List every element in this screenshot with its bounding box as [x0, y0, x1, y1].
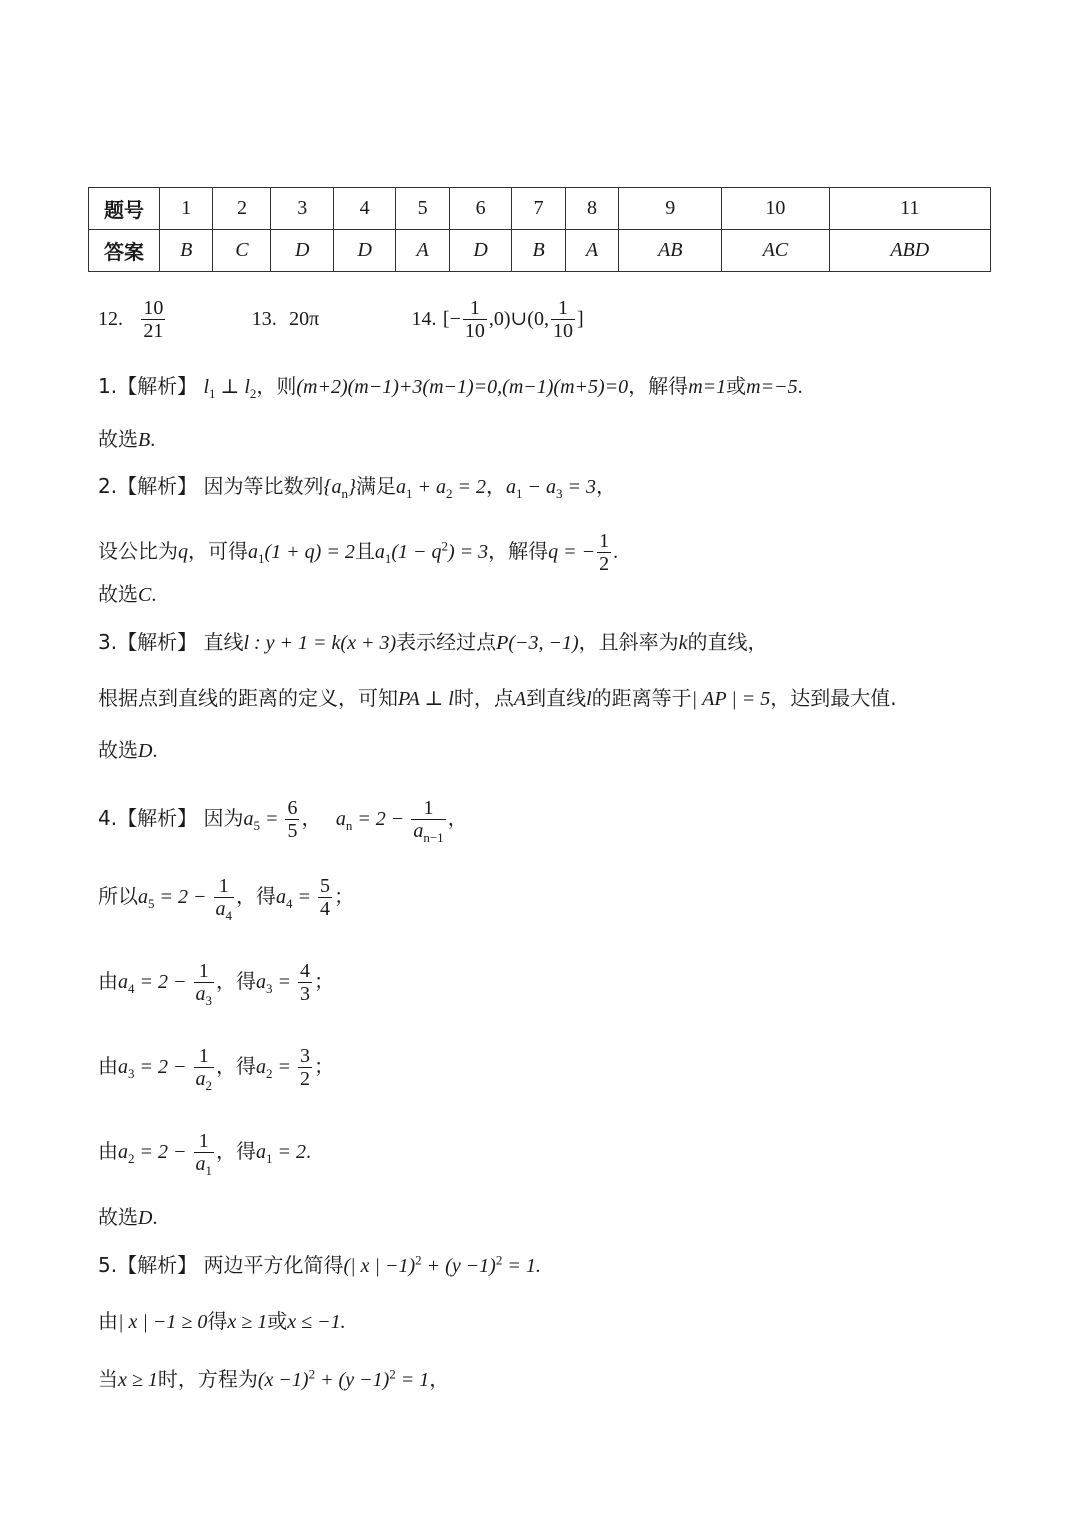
q14-fraction-1: $\frac{1}{10}$ — [464, 297, 485, 342]
text: . — [152, 740, 158, 762]
solution-1-choice — [98, 429, 155, 450]
solution-4-line-4 — [98, 1045, 334, 1093]
q14-label: 14. — [411, 308, 437, 330]
solution-4-line-5 — [98, 1130, 311, 1178]
text: . — [152, 1207, 158, 1229]
table-cell: 6 — [449, 188, 511, 230]
variable: l — [586, 688, 592, 710]
text: ； — [314, 969, 334, 993]
text: . — [151, 584, 157, 606]
table-cell: 9 — [619, 188, 722, 230]
solution-1-heading: 1.【解析】 — [98, 374, 198, 398]
equation: $a_n = 2$ − — [335, 808, 410, 833]
text: . — [613, 541, 619, 563]
choice-letter: D — [138, 740, 153, 762]
text: ， — [595, 474, 616, 498]
equation: PA ⊥ l — [398, 688, 454, 710]
text: 设公比为 — [98, 539, 178, 563]
text: ， — [447, 806, 468, 830]
text: ，可得 — [188, 539, 248, 563]
equation: $a_3$ = — [256, 971, 296, 996]
text: 故选 — [98, 1205, 138, 1229]
text: . — [150, 429, 156, 451]
text: 由 — [98, 969, 118, 993]
equation: x ≥ 1 — [118, 1369, 158, 1391]
table-cell: 2 — [213, 188, 271, 230]
solution-3-line-2 — [98, 688, 897, 709]
fraction: $\frac{1}{a_{n-1}}$ — [413, 797, 444, 845]
text: 或 — [267, 1309, 288, 1333]
equation: q = − — [548, 541, 596, 563]
choice-letter: B — [138, 429, 151, 451]
text: 到直线 — [526, 686, 587, 710]
equation: $a_5$ = — [243, 808, 284, 833]
fraction: $\frac{1}{a_3}$ — [195, 960, 212, 1008]
table-cell: 11 — [829, 188, 990, 230]
solution-5-line-3 — [98, 1366, 450, 1391]
equation: $a_1 - a_3 = 3$ — [505, 476, 596, 501]
equation: | AP | = 5 — [691, 688, 771, 710]
text: 的距离等于 — [591, 686, 692, 710]
result: m=1 — [688, 376, 727, 398]
solution-5-line-1 — [98, 1252, 541, 1277]
text: 得 — [207, 1309, 228, 1333]
equation: l : y + 1 = k(x + 3) — [243, 632, 397, 654]
table-cell: 3 — [271, 188, 333, 230]
fraction: $\frac{5}{4}$ — [320, 875, 330, 920]
fraction: $\frac{1}{a_1}$ — [195, 1130, 212, 1178]
equation: $a_2 = 2$ − — [118, 1141, 192, 1166]
table-cell: AC — [722, 230, 829, 272]
table-cell: 8 — [565, 188, 618, 230]
text: 或 — [726, 374, 747, 398]
table-cell: D — [333, 230, 395, 272]
equation: $a_1 = 2$ — [256, 1141, 306, 1166]
text: ，得 — [216, 1139, 256, 1163]
text: 故选 — [98, 427, 138, 451]
table-header-answer: 答案 — [89, 230, 160, 272]
text: 因为等比数列 — [203, 474, 324, 498]
text: ； — [314, 1054, 334, 1078]
equation: x ≤ −1. — [287, 1311, 346, 1333]
table-cell: 5 — [396, 188, 449, 230]
text: ，则 — [256, 374, 297, 398]
equation: $a_4 = 2$ − — [118, 971, 192, 996]
text: . — [306, 1141, 311, 1163]
equation: | x | −1 ≥ 0 — [118, 1311, 208, 1333]
text: 根据点到直线的距离的定义，可知 — [98, 686, 398, 710]
table-cell: B — [512, 230, 565, 272]
solution-1-line-1 — [98, 374, 803, 401]
table-cell: A — [565, 230, 618, 272]
solution-4-line-2 — [98, 875, 354, 923]
table-cell: 1 — [160, 188, 213, 230]
q14-part: ,0)∪(0, — [488, 308, 549, 330]
perp-statement: $l_1$ ⊥ $l_2$ — [203, 376, 257, 401]
answer-table — [88, 187, 991, 272]
fraction: $\frac{6}{5}$ — [287, 797, 298, 842]
table-cell: 10 — [722, 188, 829, 230]
table-header-number: 题号 — [89, 188, 160, 230]
equation: $a_3 = 2$ − — [118, 1056, 192, 1081]
solution-2-line-1 — [98, 474, 616, 501]
choice-letter: D — [138, 1207, 153, 1229]
q13-value: 20π — [289, 308, 320, 330]
equation: $a_1 + a_2 = 2$ — [395, 476, 486, 501]
text: . — [797, 376, 803, 398]
equation: $(x -1)^2 + (y -1)^2 = 1$ — [257, 1366, 430, 1391]
fraction: $\frac{4}{3}$ — [300, 960, 310, 1005]
table-cell: D — [271, 230, 333, 272]
text: 且 — [354, 539, 375, 563]
text: ，得 — [236, 884, 276, 908]
text: 的直线， — [687, 630, 768, 654]
text: ，且斜率为 — [578, 630, 679, 654]
text: ， — [485, 474, 506, 498]
text: 由 — [98, 1054, 118, 1078]
choice-letter: C — [138, 584, 152, 606]
q14-part: ] — [576, 308, 584, 330]
table-row-numbers — [89, 188, 991, 230]
table-cell: ABD — [829, 230, 990, 272]
solution-3-choice — [98, 740, 157, 761]
solution-5-heading: 5.【解析】 — [98, 1253, 198, 1277]
solution-2-choice — [98, 584, 156, 605]
text: 表示经过点 — [396, 630, 497, 654]
text: 两边平方化简得 — [203, 1253, 344, 1277]
text: 故选 — [98, 582, 138, 606]
text: ， — [301, 806, 322, 830]
text: 满足 — [355, 474, 396, 498]
equation: $a_1(1 - q^2) = 3$ — [374, 538, 489, 566]
text: ，得 — [216, 1054, 256, 1078]
equation: $a_1(1 + q) = 2$ — [248, 541, 355, 566]
solution-4-line-3 — [98, 960, 334, 1008]
text: ， — [429, 1367, 450, 1391]
solution-4-choice — [98, 1207, 157, 1228]
equation: (m+2)(m−1)+3(m−1)=0,(m−1)(m+5)=0 — [296, 376, 629, 398]
text: ，达到最大值. — [770, 686, 897, 710]
solution-5-line-2 — [98, 1311, 346, 1332]
table-cell: D — [449, 230, 511, 272]
fraction: $\frac{3}{2}$ — [300, 1045, 310, 1090]
text: 因为 — [203, 806, 244, 830]
text: ； — [334, 884, 354, 908]
sequence: $\{a_n\}$ — [323, 476, 356, 501]
solution-2-line-2 — [98, 530, 618, 575]
text: 故选 — [98, 738, 138, 762]
table-cell: 4 — [333, 188, 395, 230]
q14-part: [− — [442, 308, 461, 330]
equation: (| x | $-1)^2 + (y -1)^2 = 1$. — [343, 1252, 541, 1277]
variable: A — [513, 688, 527, 710]
text: 所以 — [98, 884, 138, 908]
point: P(−3, −1) — [496, 632, 579, 654]
table-cell: C — [213, 230, 271, 272]
equation: x ≥ 1 — [227, 1311, 268, 1333]
solution-4-heading: 4.【解析】 — [98, 806, 198, 830]
fill-answers-line — [98, 297, 584, 342]
fraction: $\frac{1}{a_2}$ — [195, 1045, 212, 1093]
table-cell: A — [396, 230, 449, 272]
text: 当 — [98, 1367, 118, 1391]
text: 由 — [98, 1139, 118, 1163]
text: 直线 — [203, 630, 244, 654]
table-cell: B — [160, 230, 213, 272]
equation: $a_2$ = — [256, 1056, 296, 1081]
variable: k — [678, 632, 688, 654]
text: ，得 — [216, 969, 256, 993]
table-cell: AB — [619, 230, 722, 272]
result: m=−5 — [746, 376, 798, 398]
variable: q — [178, 541, 188, 563]
text: 时，点 — [453, 686, 514, 710]
q12-label: 12. — [98, 308, 123, 330]
solution-3-line-1 — [98, 632, 768, 653]
text: 由 — [98, 1309, 118, 1333]
solution-2-heading: 2.【解析】 — [98, 474, 198, 498]
solution-4-line-1 — [98, 797, 468, 845]
q14-fraction-2: $\frac{1}{10}$ — [552, 297, 573, 342]
text: ，解得 — [628, 374, 689, 398]
equation: $a_4$ = — [276, 886, 316, 911]
solution-3-heading: 3.【解析】 — [98, 630, 198, 654]
q12-fraction: $\frac{10}{21}$ — [143, 297, 164, 342]
q13-label: 13. — [251, 308, 277, 330]
table-cell: 7 — [512, 188, 565, 230]
text: 时，方程为 — [157, 1367, 258, 1391]
fraction: $\frac{1}{a_4}$ — [215, 875, 232, 923]
fraction: $\frac{1}{2}$ — [599, 530, 610, 575]
table-row-answers — [89, 230, 991, 272]
text: ，解得 — [488, 539, 549, 563]
equation: $a_5 = 2$ − — [138, 886, 212, 911]
